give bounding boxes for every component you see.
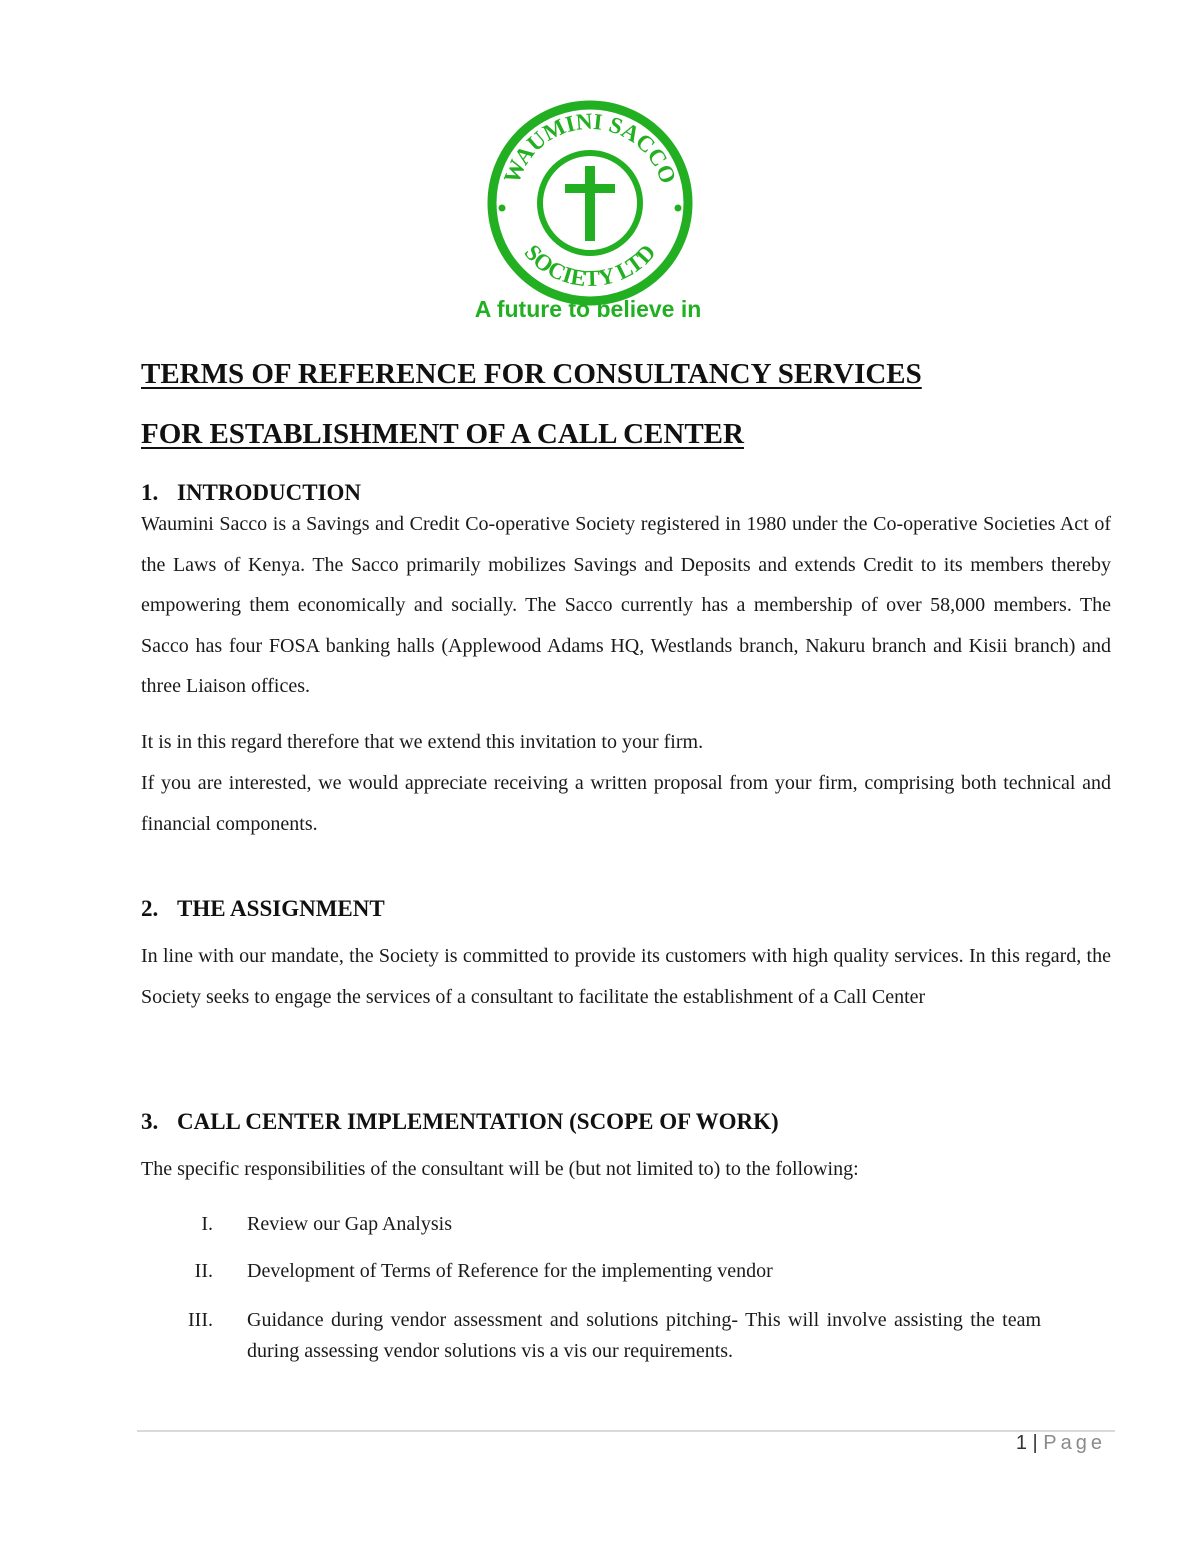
section-heading-assignment: 2. THE ASSIGNMENT	[141, 896, 385, 921]
document-title-line-2: FOR ESTABLISHMENT OF A CALL CENTER	[141, 418, 744, 450]
section-heading-introduction: 1. INTRODUCTION	[141, 480, 362, 505]
section-heading-scope-of-work: 3. CALL CENTER IMPLEMENTATION (SCOPE OF WORK)	[141, 1109, 779, 1134]
scope-intro-paragraph: The specific responsibilities of the consultant will be (but not limited to) to the following:	[141, 1158, 859, 1180]
page-label: Page	[1043, 1432, 1106, 1454]
list-item: I. Review our Gap Analysis	[201, 1213, 452, 1235]
list-item: II. Development of Terms of Reference for the implementing vendor	[194, 1260, 773, 1282]
cross-icon	[585, 166, 595, 241]
page-footer	[1016, 1432, 1106, 1455]
introduction-paragraph: Waumini Sacco is a Savings and Credit Co-operative Society registered in 1980 under the Co-operative Societies Act of the Laws of Kenya. The Sacco primarily mobilizes Savings and Deposits and extends Credit to its members thereby empowering them economically and socially. The Sacco currently has a membership of over 58,000 members. The Sacco has four FOSA banking halls (Applewood Adams HQ, Westlands branch, Nakuru branch and Kisii branch) and three Liaison offices.	[141, 513, 1111, 697]
assignment-paragraph: In line with our mandate, the Society is committed to provide its customers with high quality services. In this regard, the Society seeks to engage the services of a consultant to facilitate the establishment of a Call Center	[141, 945, 1111, 1008]
list-item: III. Guidance during vendor assessment and solutions pitching- This will involve assisting the team during assessing vendor solutions vis a vis our requirements.	[188, 1309, 1041, 1362]
footer-separator: |	[1032, 1432, 1038, 1454]
proposal-paragraph: If you are interested, we would appreciate receiving a written proposal from your firm, comprising both technical and financial components.	[141, 772, 1111, 835]
logo-text-bottom: SOCIETY LTD	[519, 239, 661, 292]
footer-divider	[137, 1430, 1115, 1432]
page-number: 1	[1015, 1432, 1027, 1454]
invitation-paragraph: It is in this regard therefore that we extend this invitation to your firm.	[141, 731, 704, 753]
scope-list	[141, 1209, 1041, 1367]
waumini-sacco-logo	[485, 98, 695, 308]
tagline: A future to believe in	[474, 296, 702, 322]
logo-text-top: WAUMINI SACCO	[498, 108, 682, 187]
document-title-line-1: TERMS OF REFERENCE FOR CONSULTANCY SERVICES	[141, 358, 922, 390]
